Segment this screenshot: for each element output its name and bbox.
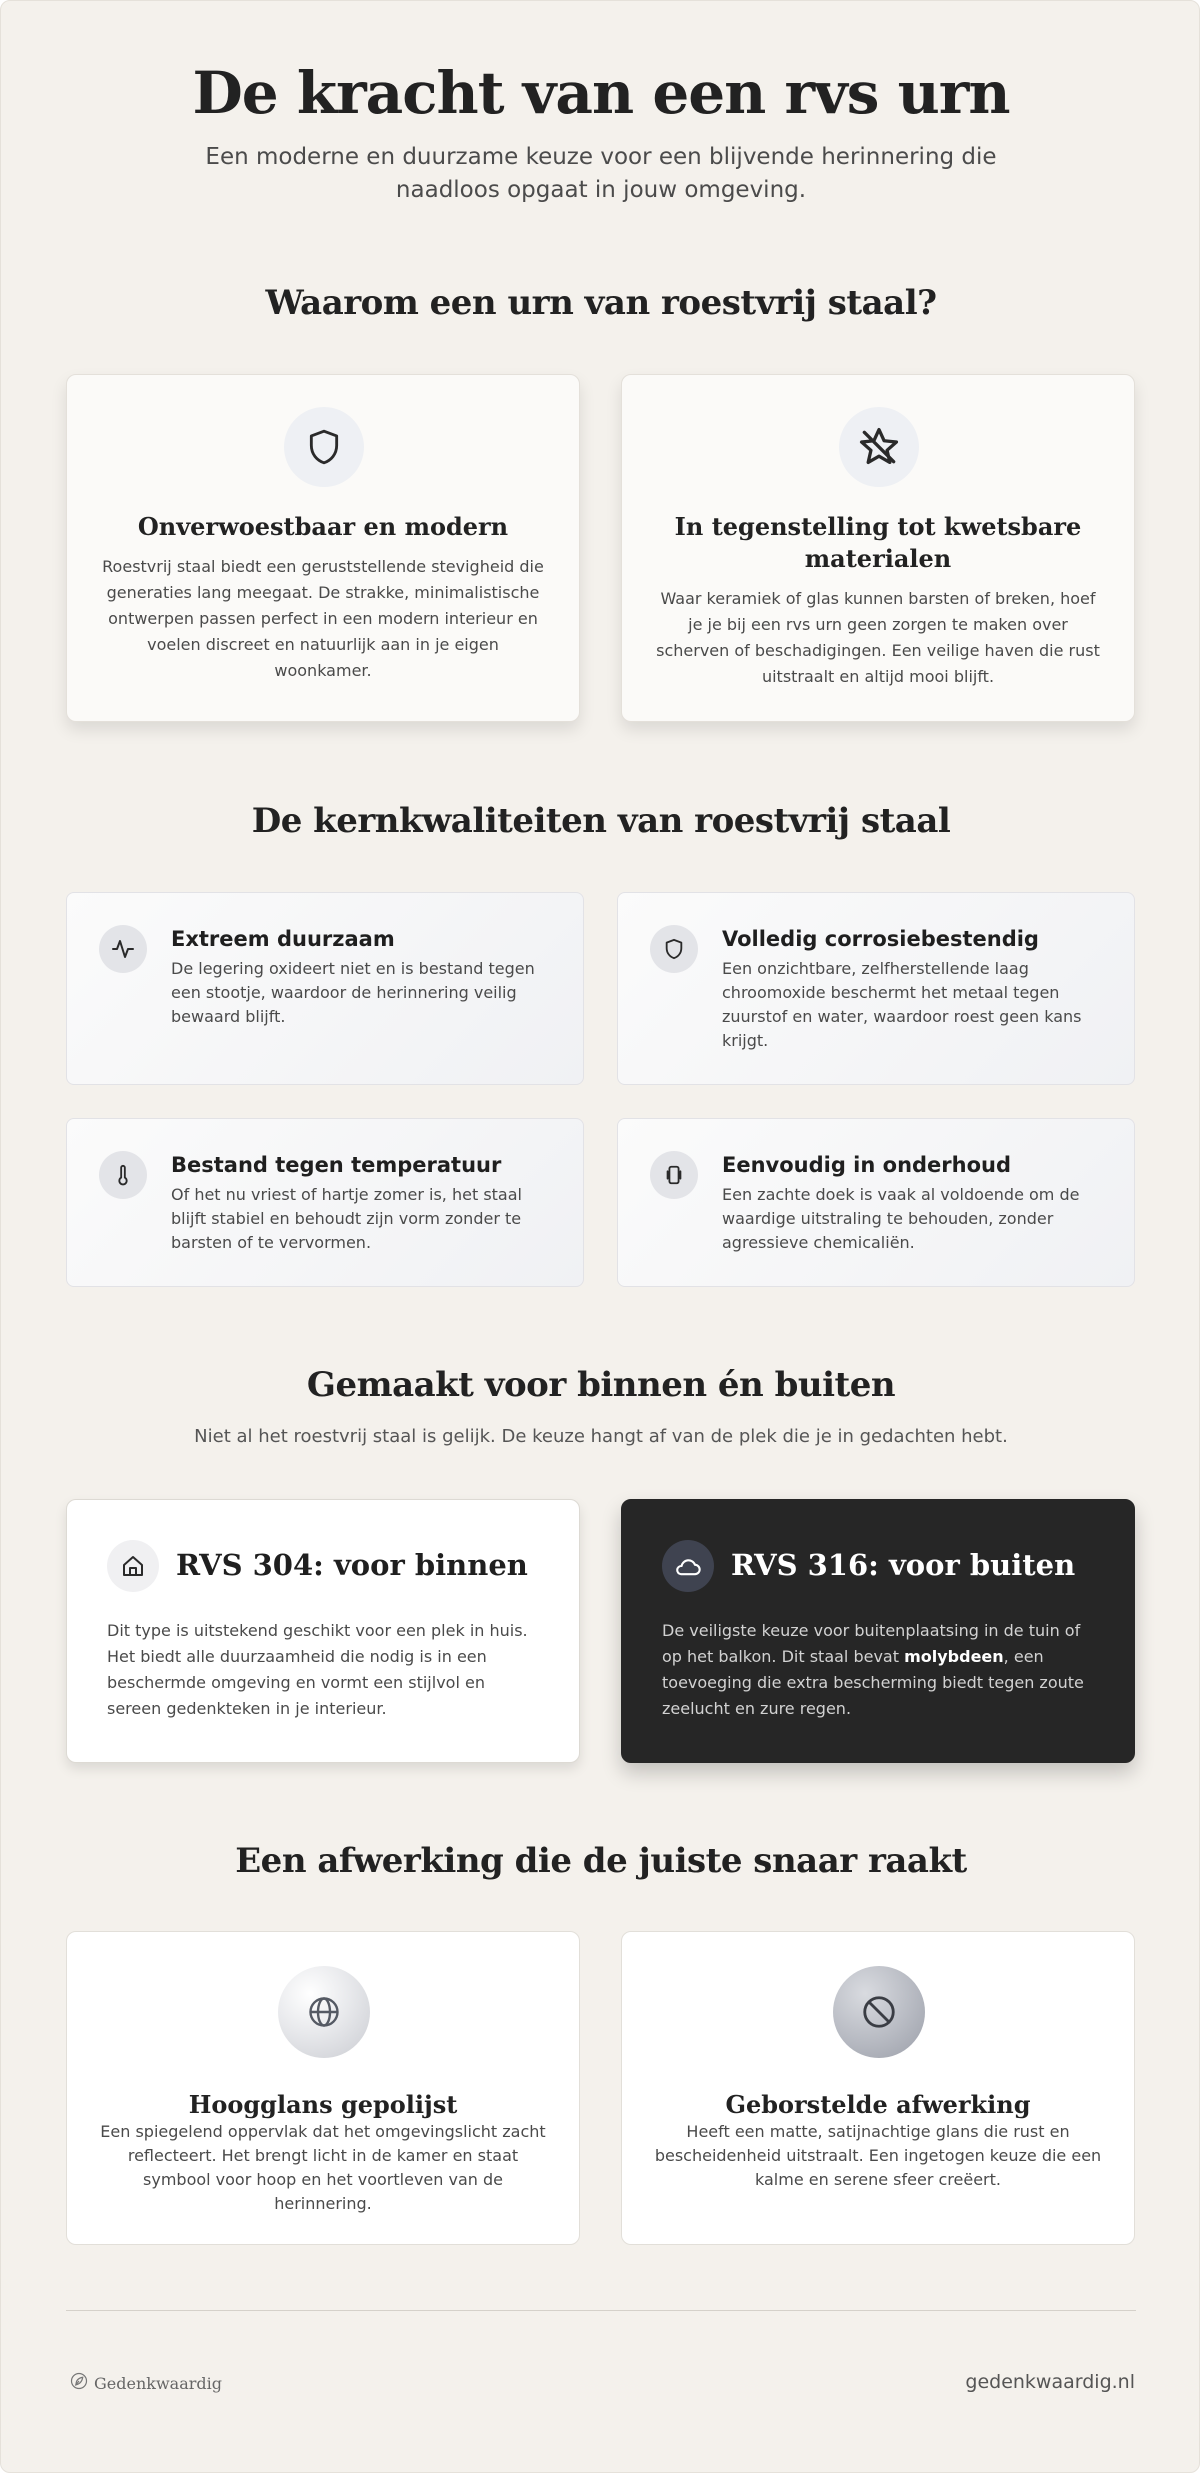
quality-title: Volledig corrosiebestendig (722, 927, 1039, 951)
grade-card-316 (621, 1499, 1135, 1763)
why-card-fragile (621, 374, 1135, 722)
grade-text: Dit type is uitstekend geschikt voor een plek in huis. Het biedt alle duurzaamheid die nodig is in een beschermde omgeving en vormt een stijlvol en sereen gedenkteken in je interieur. (107, 1621, 528, 1718)
finish-text: Een spiegelend oppervlak dat het omgevingslicht zacht reflecteert. Het brengt licht in de kamer en staat symbool voor hoop en het voortleven van de herinnering. (100, 2122, 546, 2213)
quality-text: Een onzichtbare, zelfherstellende laag chroomoxide beschermt het metaal tegen zuurstof en water, waardoor roest geen kans krijgt. (722, 959, 1082, 1050)
finishes-section-title: Een afwerking die de juiste snaar raakt (235, 1841, 967, 1881)
finish-text: Heeft een matte, satijnachtige glans die rust en bescheidenheid uitstraalt. Een ingetogen keuze die een kalme en serene sfeer creëert. (654, 2122, 1102, 2189)
finish-title: Geborstelde afwerking (725, 2090, 1031, 2119)
page-subtitle: Een moderne en duurzame keuze voor een blijvende herinnering die naadloos opgaat in jouw omgeving. (205, 144, 997, 203)
quality-card-maintenance (617, 1118, 1135, 1287)
why-card-durable (66, 374, 580, 722)
cloud-icon (662, 1540, 714, 1592)
why-section-title: Waarom een urn van roestvrij staal? (265, 283, 937, 323)
finish-title: Hoogglans gepolijst (188, 2090, 458, 2119)
highlight-molybdeen: molybdeen (904, 1647, 1004, 1666)
grade-card-304 (66, 1499, 580, 1763)
quality-card-temperature (66, 1118, 584, 1287)
grade-text: De veiligste keuze voor buitenplaatsing in de tuin of op het balkon. Dit staal bevat molybdeen, een toevoeging die extra bescherming biedt tegen zoute zeelucht en zure regen. (662, 1621, 1084, 1718)
quality-text: Een zachte doek is vaak al voldoende om de waardige uitstraling te behouden, zonder agressieve chemicaliën. (722, 1185, 1080, 1252)
quality-card-corrosion (617, 892, 1135, 1085)
finish-card-brushed (621, 1931, 1135, 2245)
why-card-title: Onverwoestbaar en modern (137, 512, 509, 541)
footer-brand[interactable] (70, 2372, 222, 2394)
broken-star-icon (839, 407, 919, 487)
quality-title: Bestand tegen temperatuur (171, 1153, 502, 1177)
shield-icon (284, 407, 364, 487)
quality-text: De legering oxideert niet en is bestand tegen een stootje, waardoor de herinnering veilig bewaard blijft. (171, 959, 535, 1026)
finish-card-polished (66, 1931, 580, 2245)
quality-text: Of het nu vriest of hartje zomer is, het staal blijft stabiel en behoudt zijn vorm zonder te barsten of te vervormen. (171, 1185, 522, 1252)
quality-title: Extreem duurzaam (171, 927, 395, 951)
thermometer-icon (99, 1151, 147, 1199)
grades-section-title: Gemaakt voor binnen én buiten (306, 1365, 896, 1405)
page-title: De kracht van een rvs urn (192, 59, 1010, 127)
why-card-text: Roestvrij staal biedt een geruststellende stevigheid die generaties lang meegaat. De strakke, minimalistische ontwerpen passen perfect in een modern interieur en voelen discreet en natuurlijk aan in je eigen woonkamer. (102, 557, 544, 680)
cloth-icon (650, 1151, 698, 1199)
quality-card-durable (66, 892, 584, 1085)
home-icon (107, 1540, 159, 1592)
ban-icon (833, 1966, 925, 2058)
quality-title: Eenvoudig in onderhoud (722, 1153, 1012, 1177)
grade-title: RVS 304: voor binnen (176, 1548, 528, 1582)
footer-brand-name: Gedenkwaardig (94, 2373, 222, 2393)
qualities-section-title: De kernkwaliteiten van roestvrij staal (251, 801, 951, 841)
activity-icon (99, 925, 147, 973)
why-card-title: In tegenstelling tot kwetsbare materialen (674, 512, 1082, 573)
shield-icon (650, 925, 698, 973)
footer-divider (66, 2310, 1136, 2311)
footer-url-link[interactable]: gedenkwaardig.nl (965, 2371, 1135, 2393)
grades-section-subtitle: Niet al het roestvrij staal is gelijk. De keuze hangt af van de plek die je in gedachten hebt. (194, 1426, 1008, 1447)
why-card-text: Waar keramiek of glas kunnen barsten of breken, hoef je je bij een rvs urn geen zorgen te maken over scherven of beschadigingen. Een veilige haven die rust uitstraalt en altijd mooi blijft. (656, 589, 1100, 686)
globe-icon (278, 1966, 370, 2058)
grade-title: RVS 316: voor buiten (731, 1548, 1076, 1582)
leaf-logo-icon (70, 2372, 88, 2394)
